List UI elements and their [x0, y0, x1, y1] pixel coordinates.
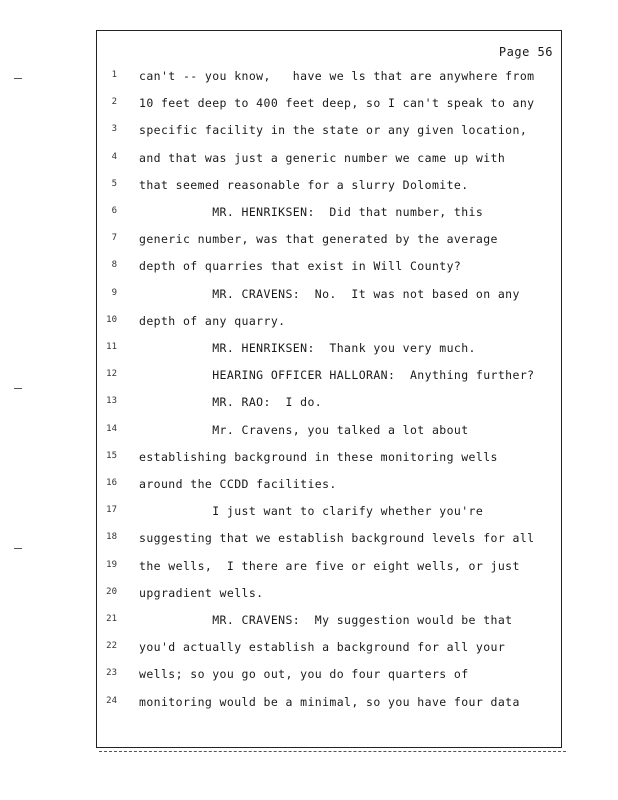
line-number: 6	[111, 206, 117, 216]
transcript-line: suggesting that we establish background levels for all	[139, 531, 535, 546]
transcript-line: generic number, was that generated by the average	[139, 232, 498, 247]
line-number: 16	[106, 478, 117, 488]
transcript-line: I just want to clarify whether you're	[139, 504, 484, 519]
transcript-line: depth of quarries that exist in Will County?	[139, 259, 462, 274]
line-number: 21	[106, 614, 117, 624]
line-number: 11	[106, 342, 117, 352]
transcript-line: you'd actually establish a background for all your	[139, 640, 506, 655]
line-number: 18	[106, 532, 117, 543]
line-number: 9	[111, 287, 117, 298]
line-number: 8	[111, 260, 117, 271]
line-number: 1	[111, 70, 117, 80]
line-number: 23	[106, 668, 117, 679]
transcript-line: MR. CRAVENS: My suggestion would be that	[139, 613, 513, 627]
transcript-line: Mr. Cravens, you talked a lot about	[139, 422, 469, 437]
line-number: 15	[106, 450, 117, 461]
line-number: 12	[106, 369, 117, 380]
line-number: 2	[111, 97, 117, 108]
transcript-line: MR. HENRIKSEN: Thank you very much.	[139, 341, 476, 355]
margin-mark	[14, 388, 22, 389]
line-number: 20	[106, 586, 117, 597]
line-number: 4	[111, 151, 117, 162]
transcript-line: depth of any quarry.	[139, 313, 286, 328]
transcript-line: upgradient wells.	[139, 585, 264, 600]
transcript-line: MR. RAO: I do.	[139, 395, 323, 410]
transcript-line: MR. HENRIKSEN: Did that number, this	[139, 205, 484, 219]
line-number: 10	[106, 314, 117, 325]
line-number: 19	[106, 559, 117, 570]
transcript-line: the wells, I there are five or eight wells, or just	[139, 558, 520, 573]
margin-mark	[14, 548, 22, 549]
line-number: 5	[111, 178, 117, 189]
line-number: 17	[106, 505, 117, 516]
transcript-line: 10 feet deep to 400 feet deep, so I can't speak to any	[139, 96, 535, 111]
line-number: 24	[106, 695, 117, 706]
transcript-line: that seemed reasonable for a slurry Dolomite.	[139, 177, 469, 192]
line-number: 22	[106, 641, 117, 652]
transcript-line: around the CCDD facilities.	[139, 477, 337, 491]
transcript-line: specific facility in the state or any given location,	[139, 123, 528, 138]
page-number: Page 56	[498, 45, 553, 59]
transcript-line: HEARING OFFICER HALLORAN: Anything further?	[139, 368, 535, 383]
line-number: 14	[106, 423, 117, 434]
transcript-line: establishing background in these monitoring wells	[139, 449, 498, 464]
transcript-page	[96, 30, 562, 748]
transcript-line: and that was just a generic number we came up with	[139, 150, 506, 165]
margin-mark	[14, 78, 22, 79]
transcript-line: MR. CRAVENS: No. It was not based on any	[139, 286, 520, 301]
transcript-line: can't -- you know, have we ls that are anywhere from	[139, 69, 535, 83]
transcript-line: wells; so you go out, you do four quarters of	[139, 667, 469, 682]
transcript-line: monitoring would be a minimal, so you have four data	[139, 694, 520, 709]
line-number: 3	[111, 124, 117, 135]
line-number: 13	[106, 396, 117, 407]
line-number: 7	[111, 233, 117, 244]
